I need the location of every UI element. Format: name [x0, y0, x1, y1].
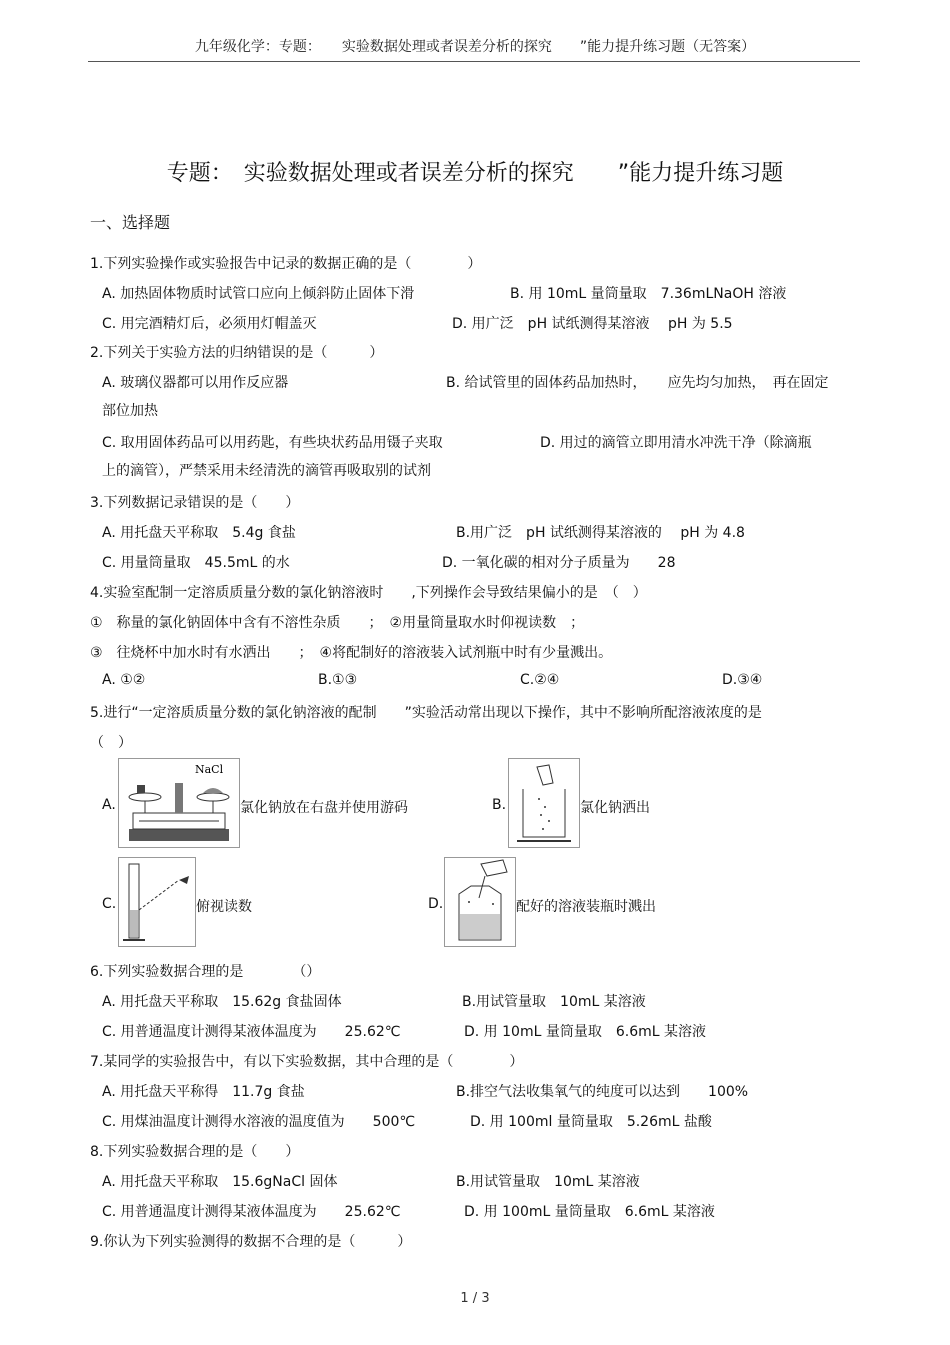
question-5-stem-cont: （ ） — [90, 735, 132, 751]
q2-option-d: D. 用过的滴管立即用清水冲洗干净（除滴瓶 — [540, 435, 812, 451]
nacl-label: NaCl — [195, 763, 224, 776]
q2-option-c: C. 取用固体药品可以用药匙，有些块状药品用镊子夹取 — [102, 435, 443, 451]
bottle-pour-figure — [444, 857, 516, 947]
q5-option-a-text: 氯化钠放在右盘并使用游码 — [240, 800, 408, 816]
question-5-stem: 5.进行“一定溶质质量分数的氯化钠溶液的配制 ”实验活动常出现以下操作，其中不影响所配溶液浓度的是 — [90, 705, 762, 721]
q8-option-c: C. 用普通温度计测得某液体温度为 25.62℃ — [102, 1204, 401, 1220]
q4-condition-line-1: ① 称量的氯化钠固体中含有不溶性杂质 ； ②用量筒量取水时仰视读数 ； — [90, 615, 585, 631]
q3-option-c: C. 用量筒量取 45.5mL 的水 — [102, 555, 290, 571]
q7-option-a: A. 用托盘天平称得 11.7g 食盐 — [102, 1084, 305, 1100]
question-3-stem: 3.下列数据记录错误的是（ ） — [90, 495, 300, 511]
q8-option-a: A. 用托盘天平称取 15.6gNaCl 固体 — [102, 1174, 338, 1190]
q5-option-c-label: C. — [102, 896, 117, 912]
q5-option-c-text: 俯视读数 — [196, 899, 252, 915]
question-6-stem: 6.下列实验数据合理的是 （） — [90, 964, 321, 980]
section-heading: 一、选择题 — [90, 213, 171, 232]
question-2-stem: 2.下列关于实验方法的归纳错误的是（ ） — [90, 345, 384, 361]
q1-option-c: C. 用完酒精灯后，必须用灯帽盖灭 — [102, 316, 317, 332]
q8-option-b: B.用试管量取 10mL 某溶液 — [456, 1174, 640, 1190]
q4-option-a: A. ①② — [102, 672, 146, 688]
q5-option-d-label: D. — [428, 896, 444, 912]
question-9-stem: 9.你认为下列实验测得的数据不合理的是（ ） — [90, 1234, 412, 1250]
q4-option-d: D.③④ — [722, 672, 763, 688]
q1-option-a: A. 加热固体物质时试管口应向上倾斜防止固体下滑 — [102, 286, 415, 302]
q4-option-b: B.①③ — [318, 672, 358, 688]
q5-option-a-label: A. — [102, 797, 116, 813]
q3-option-d: D. 一氧化碳的相对分子质量为 28 — [442, 555, 676, 571]
q4-option-c: C.②④ — [520, 672, 560, 688]
question-1-stem: 1.下列实验操作或实验报告中记录的数据正确的是（ ） — [90, 256, 482, 272]
q5-option-b-label: B. — [492, 797, 507, 813]
q7-option-b: B.排空气法收集氧气的纯度可以达到 100% — [456, 1084, 749, 1100]
q2-option-b-cont: 部位加热 — [102, 403, 158, 419]
q3-option-a: A. 用托盘天平称取 5.4g 食盐 — [102, 525, 296, 541]
q1-option-b: B. 用 10mL 量筒量取 7.36mLNaOH 溶液 — [510, 286, 787, 302]
q2-option-a: A. 玻璃仪器都可以用作反应器 — [102, 375, 289, 391]
question-7-stem: 7.某同学的实验报告中，有以下实验数据，其中合理的是（ ） — [90, 1054, 524, 1070]
question-4-stem: 4.实验室配制一定溶质质量分数的氯化钠溶液时 ,下列操作会导致结果偏小的是 （ ） — [90, 585, 647, 601]
q6-option-a: A. 用托盘天平称取 15.62g 食盐固体 — [102, 994, 342, 1010]
header-divider — [88, 61, 860, 62]
question-8-stem: 8.下列实验数据合理的是（ ） — [90, 1144, 300, 1160]
q6-option-d: D. 用 10mL 量筒量取 6.6mL 某溶液 — [464, 1024, 706, 1040]
document-title: 专题： 实验数据处理或者误差分析的探究 ”能力提升练习题 — [166, 161, 784, 186]
q5-option-d-text: 配好的溶液装瓶时溅出 — [516, 899, 656, 915]
q6-option-c: C. 用普通温度计测得某液体温度为 25.62℃ — [102, 1024, 401, 1040]
q2-option-d-cont: 上的滴管），严禁采用未经清洗的滴管再吸取别的试剂 — [102, 463, 431, 479]
q4-condition-line-2: ③ 往烧杯中加水时有水洒出 ； ④将配制好的溶液装入试剂瓶中时有少量溅出。 — [90, 645, 613, 661]
q3-option-b: B.用广泛 pH 试纸测得某溶液的 pH 为 4.8 — [456, 525, 745, 541]
q2-option-b: B. 给试管里的固体药品加热时， 应先均匀加热， 再在固定 — [446, 375, 829, 391]
page-number: 1 / 3 — [460, 1291, 490, 1306]
q5-option-b-text: 氯化钠洒出 — [580, 800, 650, 816]
beaker-spill-figure — [508, 758, 580, 848]
q7-option-c: C. 用煤油温度计测得水溶液的温度值为 500℃ — [102, 1114, 416, 1130]
q6-option-b: B.用试管量取 10mL 某溶液 — [462, 994, 646, 1010]
balance-figure — [118, 758, 240, 848]
q1-option-d: D. 用广泛 pH 试纸测得某溶液 pH 为 5.5 — [452, 316, 733, 332]
cylinder-figure — [118, 857, 196, 947]
q8-option-d: D. 用 100mL 量筒量取 6.6mL 某溶液 — [464, 1204, 715, 1220]
page-header: 九年级化学：专题： 实验数据处理或者误差分析的探究 ”能力提升练习题（无答案） — [194, 39, 756, 55]
q7-option-d: D. 用 100ml 量筒量取 5.26mL 盐酸 — [470, 1114, 712, 1130]
